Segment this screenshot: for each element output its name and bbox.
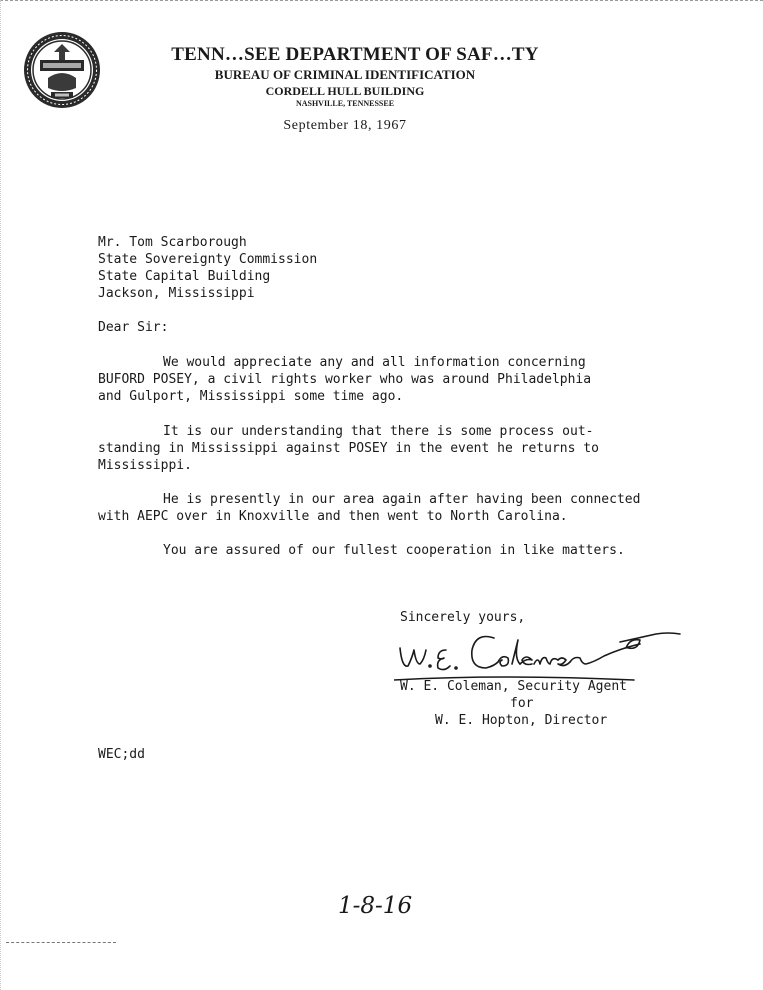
handwritten-note-text: 1-8-16: [338, 893, 413, 919]
signer-for: for: [510, 696, 534, 711]
bureau-name: BUREAU OF CRIMINAL IDENTIFICATION: [214, 67, 476, 82]
scan-edge-left: [0, 0, 3, 990]
city-name: NASHVILLE, TENNESSEE: [295, 99, 395, 108]
scan-edge-bottom: [6, 942, 116, 945]
valediction: Sincerely yours,: [400, 610, 526, 625]
paragraph-3-line: with AEPC over in Knoxville and then went to North Carolina.: [98, 509, 568, 524]
paragraph-3-line: He is presently in our area again after having been connected: [163, 492, 641, 507]
state-seal-icon: [22, 30, 102, 110]
recipient-name: Mr. Tom Scarborough: [98, 235, 247, 250]
paragraph-1-line: We would appreciate any and all information concerning: [163, 355, 586, 370]
paragraph-1-line: BUFORD POSEY, a civil rights worker who was around Philadelphia: [98, 372, 592, 387]
paragraph-2-line: standing in Mississippi against POSEY in the event he returns to: [98, 441, 599, 456]
reference-initials: WEC;dd: [98, 747, 145, 762]
paragraph-2-line: It is our understanding that there is some process out-: [163, 424, 594, 439]
recipient-org: State Sovereignty Commission: [98, 252, 318, 267]
signer-name: W. E. Coleman, Security Agent: [400, 679, 627, 694]
paragraph-2-line: Mississippi.: [98, 458, 192, 473]
building-name: CORDELL HULL BUILDING: [265, 84, 425, 98]
recipient-building: State Capital Building: [98, 269, 271, 284]
director-name: W. E. Hopton, Director: [435, 713, 608, 728]
salutation: Dear Sir:: [98, 320, 169, 335]
scan-edge-top: [0, 0, 763, 4]
paragraph-1-line: and Gulport, Mississippi some time ago.: [98, 389, 404, 404]
department-name: TENN…SEE DEPARTMENT OF SAF…TY: [171, 44, 539, 65]
recipient-city: Jackson, Mississippi: [98, 286, 255, 301]
letter-date: September 18, 1967: [283, 118, 407, 133]
paragraph-4-line: You are assured of our fullest cooperation in like matters.: [163, 543, 625, 558]
handwritten-note: [334, 887, 434, 921]
